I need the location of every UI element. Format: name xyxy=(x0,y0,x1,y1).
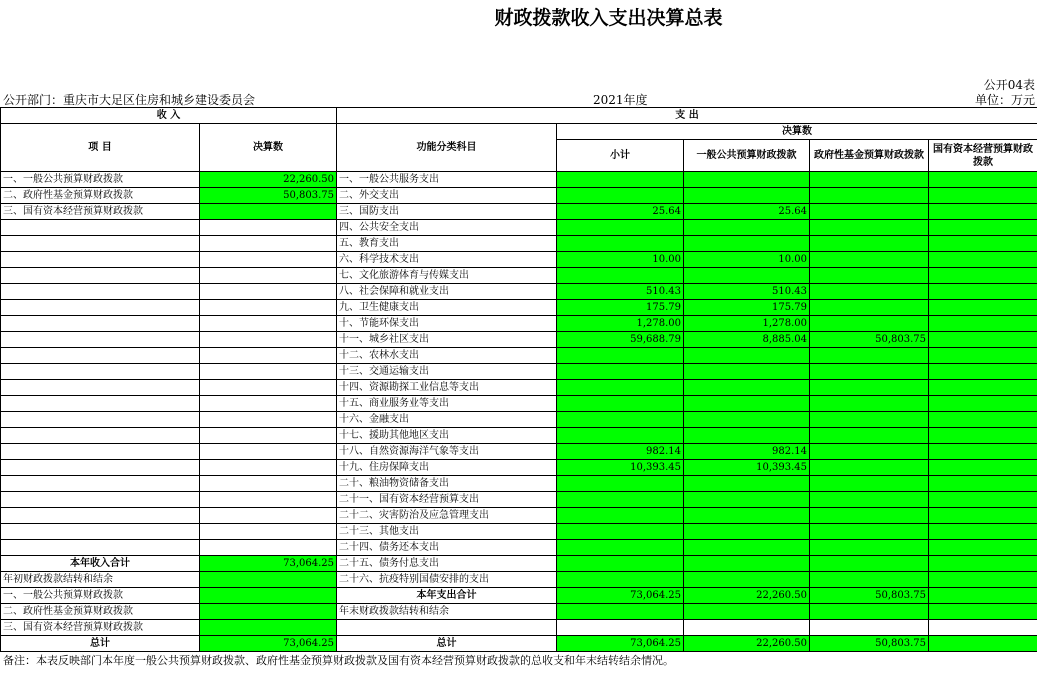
income-item xyxy=(1,364,200,380)
expense-item: 十二、农林水支出 xyxy=(337,348,557,364)
budget-table xyxy=(0,107,1037,652)
state-cell xyxy=(929,428,1037,444)
subtotal-cell xyxy=(557,572,684,588)
income-item xyxy=(1,492,200,508)
expense-header: 支 出 xyxy=(337,108,1037,124)
amount-header: 决算数 xyxy=(200,124,337,172)
report-title: 财政拨款收入支出决算总表 xyxy=(494,7,723,29)
subtotal-cell xyxy=(557,268,684,284)
income-item xyxy=(1,540,200,556)
fund-cell xyxy=(810,364,929,380)
income-amount xyxy=(200,508,337,524)
income-item xyxy=(1,300,200,316)
income-item xyxy=(1,284,200,300)
general-cell xyxy=(684,172,810,188)
general-cell: 10,393.45 xyxy=(684,460,810,476)
general-cell: 510.43 xyxy=(684,284,810,300)
subtotal-cell xyxy=(557,428,684,444)
income-amount xyxy=(200,236,337,252)
table-row xyxy=(1,556,1037,572)
carry-fund-value xyxy=(200,604,337,620)
state-cell xyxy=(929,572,1037,588)
expense-item: 五、教育支出 xyxy=(337,236,557,252)
subtotal-cell: 10,393.45 xyxy=(557,460,684,476)
grand-total-subtotal: 73,064.25 xyxy=(557,636,684,652)
expense-item: 十九、住房保障支出 xyxy=(337,460,557,476)
general-cell xyxy=(684,572,810,588)
subtotal-cell xyxy=(557,524,684,540)
state-cell xyxy=(929,348,1037,364)
fund-cell xyxy=(810,252,929,268)
general-cell: 25.64 xyxy=(684,204,810,220)
table-row xyxy=(1,540,1037,556)
state-cell xyxy=(929,332,1037,348)
state-cell xyxy=(929,188,1037,204)
grand-total-income: 73,064.25 xyxy=(200,636,337,652)
general-cell xyxy=(684,540,810,556)
table-row xyxy=(1,300,1037,316)
expense-item: 七、文化旅游体育与传媒支出 xyxy=(337,268,557,284)
general-cell: 8,885.04 xyxy=(684,332,810,348)
state-cell xyxy=(929,364,1037,380)
state-cell xyxy=(929,268,1037,284)
table-row xyxy=(1,636,1037,652)
expense-item: 八、社会保障和就业支出 xyxy=(337,284,557,300)
state-cell xyxy=(929,172,1037,188)
income-amount xyxy=(200,364,337,380)
general-cell xyxy=(684,412,810,428)
income-amount xyxy=(200,284,337,300)
table-row xyxy=(1,188,1037,204)
general-cell: 175.79 xyxy=(684,300,810,316)
table-row xyxy=(1,380,1037,396)
income-item xyxy=(1,268,200,284)
carry-in-label: 年初财政拨款结转和结余 xyxy=(1,572,200,588)
fund-cell xyxy=(810,524,929,540)
fund-cell xyxy=(810,300,929,316)
state-cell xyxy=(929,492,1037,508)
state-cell xyxy=(929,252,1037,268)
expense-item: 十七、援助其他地区支出 xyxy=(337,428,557,444)
fund-cell xyxy=(810,396,929,412)
income-item xyxy=(1,236,200,252)
table-row xyxy=(1,460,1037,476)
general-cell xyxy=(684,428,810,444)
income-item xyxy=(1,476,200,492)
grand-total-general: 22,260.50 xyxy=(684,636,810,652)
expense-item: 二十五、债务付息支出 xyxy=(337,556,557,572)
table-row xyxy=(1,508,1037,524)
income-item xyxy=(1,220,200,236)
state-cell xyxy=(929,220,1037,236)
fund-cell xyxy=(810,236,929,252)
state-cell xyxy=(929,300,1037,316)
income-amount xyxy=(200,332,337,348)
expense-total-general: 22,260.50 xyxy=(684,588,810,604)
carry-state-value xyxy=(200,620,337,636)
department-label: 公开部门：重庆市大足区住房和城乡建设委员会 xyxy=(3,93,256,107)
expense-item: 十一、城乡社区支出 xyxy=(337,332,557,348)
blank-cell xyxy=(684,620,810,636)
fiscal-year: 2021年度 xyxy=(593,93,648,107)
expense-item: 十五、商业服务业等支出 xyxy=(337,396,557,412)
table-row xyxy=(1,172,1037,188)
table-row xyxy=(1,332,1037,348)
carry-general-label: 一、一般公共预算财政拨款 xyxy=(1,588,200,604)
blank-cell xyxy=(810,620,929,636)
subtotal-cell: 10.00 xyxy=(557,252,684,268)
fund-cell xyxy=(810,508,929,524)
expense-item: 三、国防支出 xyxy=(337,204,557,220)
income-item xyxy=(1,332,200,348)
item-header: 项 目 xyxy=(1,124,200,172)
income-amount xyxy=(200,300,337,316)
carry-state-label: 三、国有资本经营预算财政拨款 xyxy=(1,620,200,636)
state-cell xyxy=(929,444,1037,460)
income-amount xyxy=(200,428,337,444)
income-amount xyxy=(200,460,337,476)
grand-total-fund: 50,803.75 xyxy=(810,636,929,652)
state-cell xyxy=(929,476,1037,492)
expense-item: 十八、自然资源海洋气象等支出 xyxy=(337,444,557,460)
state-cell xyxy=(929,236,1037,252)
subtotal-cell: 25.64 xyxy=(557,204,684,220)
fund-header: 政府性基金预算财政拨款 xyxy=(810,140,929,172)
income-total-label: 本年收入合计 xyxy=(1,556,200,572)
grand-total-state xyxy=(929,636,1037,652)
expense-total-subtotal: 73,064.25 xyxy=(557,588,684,604)
subtotal-cell: 510.43 xyxy=(557,284,684,300)
table-row xyxy=(1,348,1037,364)
fund-cell xyxy=(810,188,929,204)
subtotal-cell xyxy=(557,172,684,188)
subtotal-cell xyxy=(557,220,684,236)
state-cell xyxy=(929,540,1037,556)
income-item xyxy=(1,428,200,444)
table-row xyxy=(1,236,1037,252)
subtotal-cell: 59,688.79 xyxy=(557,332,684,348)
fund-cell xyxy=(810,284,929,300)
table-row xyxy=(1,396,1037,412)
subtotal-cell xyxy=(557,508,684,524)
carry-out-general xyxy=(684,604,810,620)
income-amount xyxy=(200,396,337,412)
carry-out-fund xyxy=(810,604,929,620)
general-cell xyxy=(684,188,810,204)
subtotal-cell xyxy=(557,556,684,572)
fund-cell xyxy=(810,492,929,508)
table-row xyxy=(1,252,1037,268)
income-amount xyxy=(200,268,337,284)
income-item xyxy=(1,460,200,476)
general-cell xyxy=(684,556,810,572)
income-item xyxy=(1,380,200,396)
general-cell xyxy=(684,348,810,364)
table-row xyxy=(1,204,1037,220)
carry-in-value xyxy=(200,572,337,588)
expense-total-state xyxy=(929,588,1037,604)
income-amount xyxy=(200,492,337,508)
general-cell xyxy=(684,268,810,284)
subtotal-header: 小计 xyxy=(557,140,684,172)
general-cell: 1,278.00 xyxy=(684,316,810,332)
fund-cell xyxy=(810,540,929,556)
fund-cell xyxy=(810,172,929,188)
blank-cell xyxy=(557,620,684,636)
fund-cell xyxy=(810,316,929,332)
general-cell xyxy=(684,508,810,524)
function-header: 功能分类科目 xyxy=(337,124,557,172)
general-header: 一般公共预算财政拨款 xyxy=(684,140,810,172)
fund-cell xyxy=(810,380,929,396)
income-total-value: 73,064.25 xyxy=(200,556,337,572)
income-header: 收 入 xyxy=(1,108,337,124)
grand-total-label: 总计 xyxy=(1,636,200,652)
income-amount xyxy=(200,316,337,332)
table-row xyxy=(1,364,1037,380)
income-item xyxy=(1,524,200,540)
general-cell xyxy=(684,220,810,236)
general-cell: 982.14 xyxy=(684,444,810,460)
income-amount xyxy=(200,540,337,556)
state-cell xyxy=(929,508,1037,524)
fund-cell: 50,803.75 xyxy=(810,332,929,348)
general-cell xyxy=(684,492,810,508)
fund-cell xyxy=(810,220,929,236)
general-cell: 10.00 xyxy=(684,252,810,268)
table-row xyxy=(1,476,1037,492)
table-row xyxy=(1,492,1037,508)
expense-item: 九、卫生健康支出 xyxy=(337,300,557,316)
income-item xyxy=(1,252,200,268)
table-row xyxy=(1,588,1037,604)
state-cell xyxy=(929,412,1037,428)
table-row xyxy=(1,412,1037,428)
state-cell xyxy=(929,316,1037,332)
income-amount: 50,803.75 xyxy=(200,188,337,204)
income-amount xyxy=(200,524,337,540)
state-cell xyxy=(929,556,1037,572)
state-cell xyxy=(929,396,1037,412)
income-item xyxy=(1,412,200,428)
general-cell xyxy=(684,236,810,252)
expense-item: 二十、粮油物资储备支出 xyxy=(337,476,557,492)
subtotal-cell xyxy=(557,188,684,204)
general-cell xyxy=(684,476,810,492)
state-cell xyxy=(929,204,1037,220)
subtotal-cell: 175.79 xyxy=(557,300,684,316)
expense-item: 十四、资源勘探工业信息等支出 xyxy=(337,380,557,396)
income-amount: 22,260.50 xyxy=(200,172,337,188)
subtotal-cell xyxy=(557,476,684,492)
income-amount xyxy=(200,380,337,396)
fund-cell xyxy=(810,572,929,588)
income-item: 三、国有资本经营预算财政拨款 xyxy=(1,204,200,220)
state-header: 国有资本经营预算财政拨款 xyxy=(929,140,1037,172)
income-amount xyxy=(200,412,337,428)
fund-cell xyxy=(810,476,929,492)
state-cell xyxy=(929,380,1037,396)
table-row xyxy=(1,620,1037,636)
subtotal-cell xyxy=(557,348,684,364)
expense-item: 二十一、国有资本经营预算支出 xyxy=(337,492,557,508)
fund-cell xyxy=(810,268,929,284)
subtotal-cell xyxy=(557,492,684,508)
expense-item: 四、公共安全支出 xyxy=(337,220,557,236)
income-item xyxy=(1,396,200,412)
carry-out-label: 年末财政拨款结转和结余 xyxy=(337,604,557,620)
income-amount xyxy=(200,204,337,220)
subtotal-cell xyxy=(557,364,684,380)
carry-general-value xyxy=(200,588,337,604)
income-item xyxy=(1,316,200,332)
table-row xyxy=(1,428,1037,444)
expense-item: 二、外交支出 xyxy=(337,188,557,204)
subtotal-cell: 1,278.00 xyxy=(557,316,684,332)
fund-cell xyxy=(810,460,929,476)
expense-item: 十、节能环保支出 xyxy=(337,316,557,332)
general-cell xyxy=(684,524,810,540)
fund-cell xyxy=(810,444,929,460)
income-item xyxy=(1,444,200,460)
subtotal-cell xyxy=(557,540,684,556)
blank-cell xyxy=(337,620,557,636)
carry-fund-label: 二、政府性基金预算财政拨款 xyxy=(1,604,200,620)
table-row xyxy=(1,444,1037,460)
subtotal-cell xyxy=(557,396,684,412)
income-amount xyxy=(200,252,337,268)
subtotal-cell xyxy=(557,380,684,396)
table-row xyxy=(1,524,1037,540)
income-item: 二、政府性基金预算财政拨款 xyxy=(1,188,200,204)
subtotal-cell xyxy=(557,412,684,428)
expense-item: 二十二、灾害防治及应急管理支出 xyxy=(337,508,557,524)
unit-label: 单位：万元 xyxy=(974,93,1035,107)
table-row xyxy=(1,316,1037,332)
general-cell xyxy=(684,364,810,380)
expense-item: 十六、金融支出 xyxy=(337,412,557,428)
table-row xyxy=(1,572,1037,588)
expense-item: 二十三、其他支出 xyxy=(337,524,557,540)
fund-cell xyxy=(810,204,929,220)
expense-total-fund: 50,803.75 xyxy=(810,588,929,604)
income-amount xyxy=(200,476,337,492)
table-number: 公开04表 xyxy=(983,78,1035,92)
table-row xyxy=(1,284,1037,300)
expense-item: 六、科学技术支出 xyxy=(337,252,557,268)
table-row xyxy=(1,604,1037,620)
footnote: 备注：本表反映部门本年度一般公共预算财政拨款、政府性基金预算财政拨款及国有资本经营预算财政拨款的总收支和年末结转结余情况。 xyxy=(3,654,674,667)
general-cell xyxy=(684,396,810,412)
income-amount xyxy=(200,444,337,460)
income-amount xyxy=(200,220,337,236)
income-item xyxy=(1,508,200,524)
expense-item: 一、一般公共服务支出 xyxy=(337,172,557,188)
expense-item: 二十四、债务还本支出 xyxy=(337,540,557,556)
fund-cell xyxy=(810,348,929,364)
state-cell xyxy=(929,460,1037,476)
fund-cell xyxy=(810,412,929,428)
fund-cell xyxy=(810,428,929,444)
expense-item: 二十六、抗疫特别国债安排的支出 xyxy=(337,572,557,588)
income-item: 一、一般公共预算财政拨款 xyxy=(1,172,200,188)
income-amount xyxy=(200,348,337,364)
carry-out-state xyxy=(929,604,1037,620)
state-cell xyxy=(929,284,1037,300)
final-header: 决算数 xyxy=(557,124,1037,140)
table-row xyxy=(1,220,1037,236)
income-item xyxy=(1,348,200,364)
subtotal-cell: 982.14 xyxy=(557,444,684,460)
fund-cell xyxy=(810,556,929,572)
blank-cell xyxy=(929,620,1037,636)
grand-total-label-expense: 总计 xyxy=(337,636,557,652)
general-cell xyxy=(684,380,810,396)
subtotal-cell xyxy=(557,236,684,252)
carry-out-subtotal xyxy=(557,604,684,620)
expense-item: 十三、交通运输支出 xyxy=(337,364,557,380)
table-row xyxy=(1,268,1037,284)
state-cell xyxy=(929,524,1037,540)
expense-total-label: 本年支出合计 xyxy=(337,588,557,604)
